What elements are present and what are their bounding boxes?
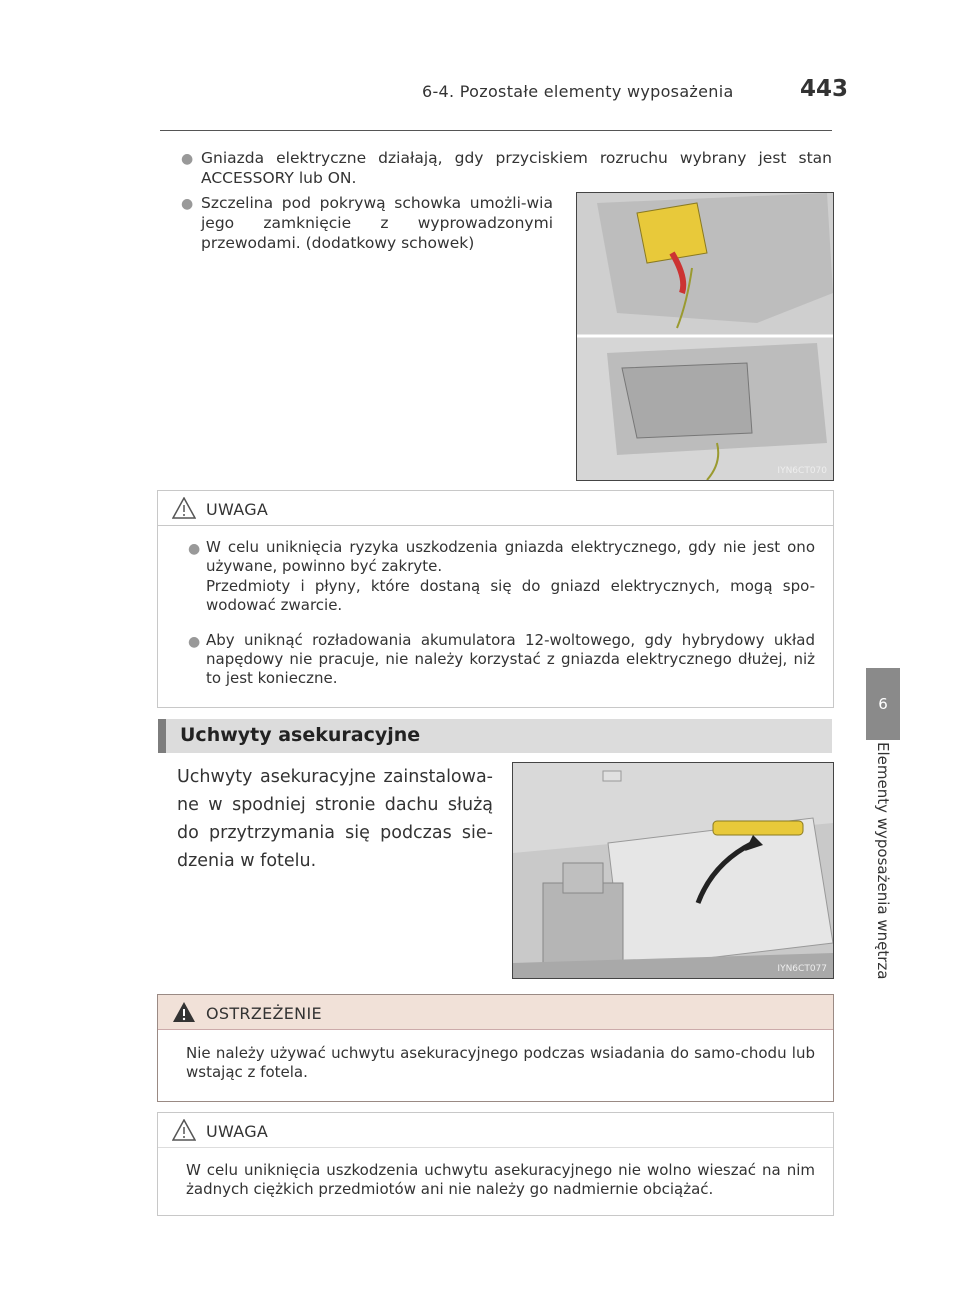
storage-cover-illustration [577,193,833,480]
caution-triangle-icon [172,497,196,519]
notice-item-2: Przedmioty i płyny, które dostaną się do gniazd elektrycznych, mogą spo-wodować zwarcie. [206,577,815,614]
warning-title: OSTRZEŻENIE [206,1004,322,1023]
chapter-tab[interactable] [866,668,900,740]
notice-text: W celu uniknięcia uszkodzenia uchwytu asekuracyjnego nie wolno wieszać na nim żadnych ciężkich przedmiotów ani nie należy go nadmiernie obciążać. [186,1161,815,1198]
header-rule [160,130,832,131]
bullet-icon: ● [181,151,194,167]
page-number: 443 [800,76,849,102]
bullet-icon: ● [188,634,201,650]
section-body: Uchwyty asekuracyjne zainstalowa-ne w spodniej stronie dachu służą do przytrzymania się podczas sie-dzenia w fotelu. [177,767,493,871]
warning-triangle-icon [172,1001,196,1023]
chapter-number: 6 [878,695,888,713]
notice-title: UWAGA [206,1122,269,1141]
warning-box [157,994,834,1102]
running-header-section: 6-4. Pozostałe elementy wyposażenia [422,82,734,101]
assist-grip-illustration [513,763,833,978]
notice-item-1: W celu uniknięcia ryzyka uszkodzenia gniazda elektrycznego, gdy nie jest ono używane, powinno być zakryte. [206,538,815,575]
notice-header [158,491,833,526]
notice-title: UWAGA [206,500,269,519]
notice-header [158,1113,833,1148]
notice-box-2 [157,1112,834,1216]
caution-triangle-icon [172,1119,196,1141]
figure-assist-grip [512,762,834,979]
bullet-icon: ● [181,196,194,212]
warning-text: Nie należy używać uchwytu asekuracyjnego podczas wsiadania do samo-chodu lub wstając z fotela. [186,1044,815,1081]
notice-item-3: Aby uniknąć rozładowania akumulatora 12-woltowego, gdy hybrydowy układ napędowy nie pracuje, nie należy korzystać z gniazda elektrycznego dłużej, niż to jest konieczne. [206,631,815,687]
figure-code: IYN6CT070 [777,466,827,476]
figure-storage-cover [576,192,834,481]
bullet-text-1: Gniazda elektryczne działają, gdy przyciskiem rozruchu wybrany jest stan ACCESSORY lub ON. [201,149,832,187]
bullet-text-2: Szczelina pod pokrywą schowka umożli-wia jego zamknięcie z wyprowadzonymi przewodami. (dodatkowy schowek) [201,194,553,252]
section-title: Uchwyty asekuracyjne [180,724,421,746]
bullet-icon: ● [188,541,201,557]
figure-code: IYN6CT077 [777,964,827,974]
section-heading-bar [158,719,832,753]
chapter-title-vertical: Elementy wyposażenia wnętrza [874,742,892,980]
warning-header [158,995,833,1030]
notice-box-1 [157,490,834,708]
